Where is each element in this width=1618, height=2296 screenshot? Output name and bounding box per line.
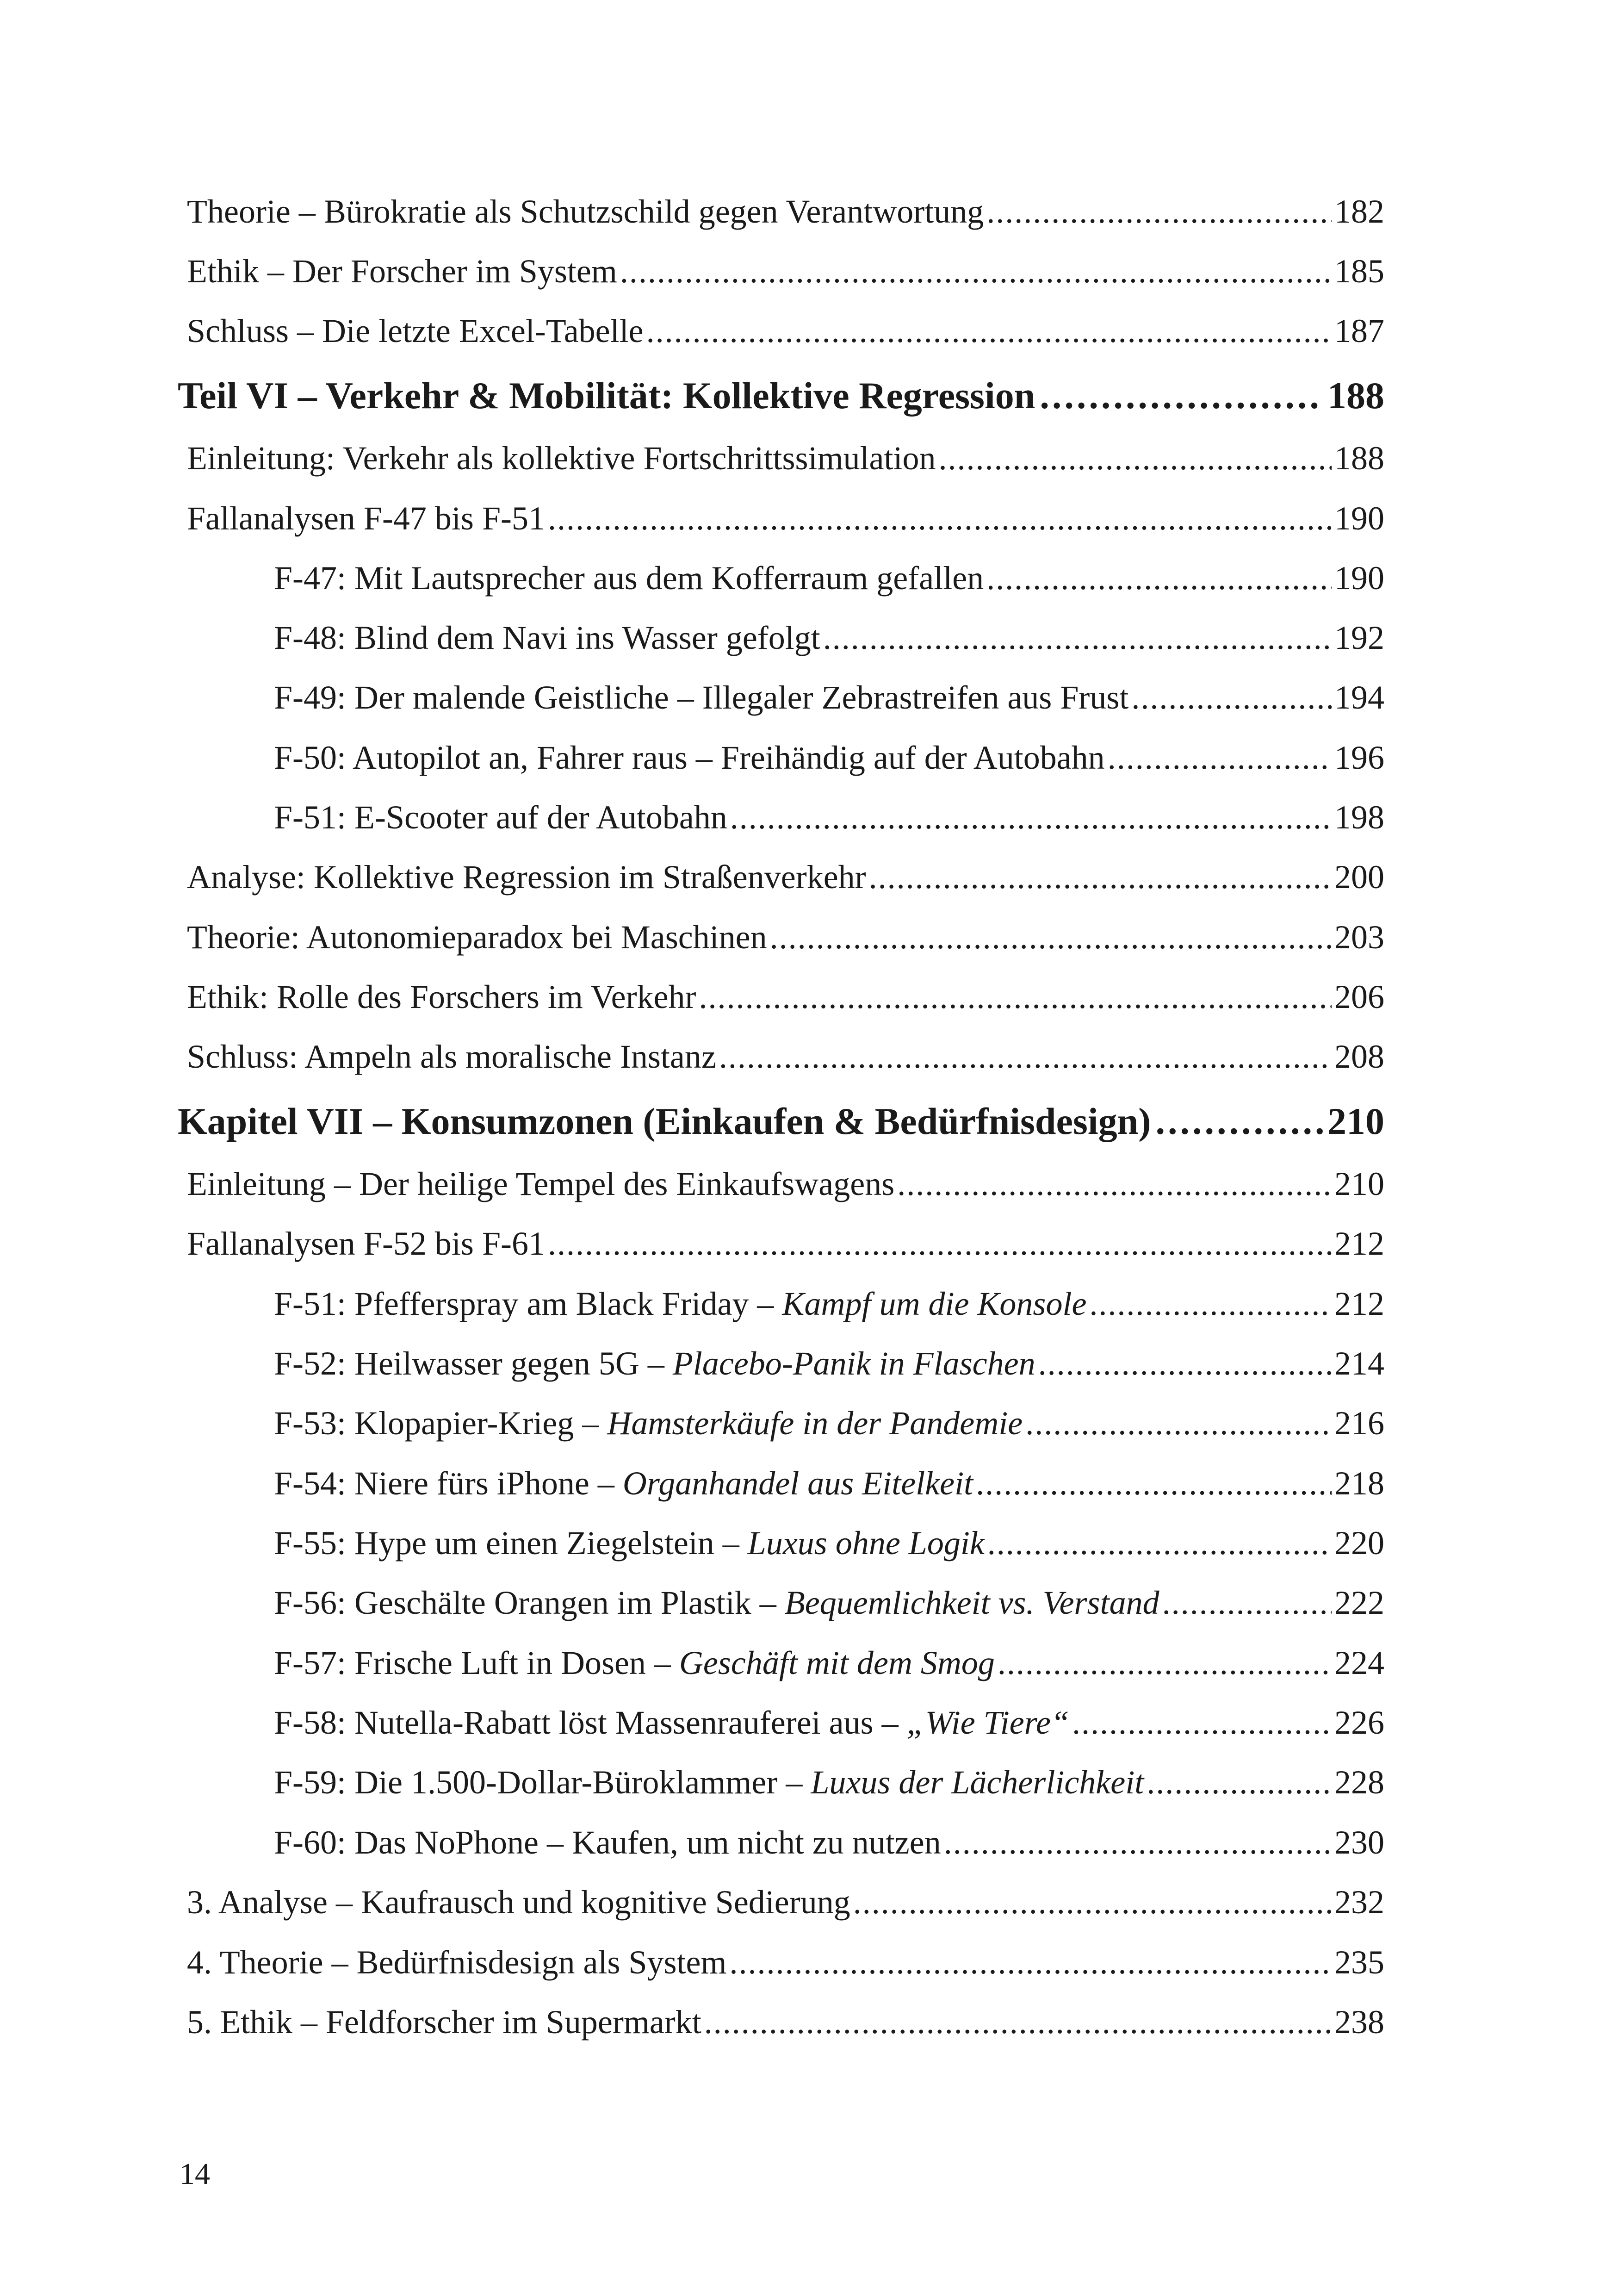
toc-entry[interactable]: [274, 559, 1384, 597]
dot-leader: [938, 439, 1332, 478]
toc-page-number: 194: [1334, 679, 1384, 716]
toc-entry[interactable]: [274, 1704, 1384, 1742]
dot-leader: [897, 1165, 1332, 1203]
dot-leader: [548, 499, 1332, 538]
toc-entry-title-text: Theorie: Autonomieparadox bei Maschinen: [187, 919, 767, 956]
toc-entry-title: [187, 1165, 894, 1203]
toc-entry-title-text: F-60: Das NoPhone – Kaufen, um nicht zu nutzen: [274, 1824, 941, 1861]
toc-entry-title-text: F-54: Niere fürs iPhone –: [274, 1465, 623, 1502]
toc-entry-title: [187, 252, 617, 291]
toc-entry-subtitle: Luxus ohne Logik: [747, 1524, 985, 1562]
dot-leader: [986, 559, 1332, 597]
toc-entry-subtitle: „Wie Tiere“: [906, 1704, 1070, 1741]
toc-entry-subtitle: Organhandel aus Eitelkeit: [622, 1465, 973, 1502]
toc-page-number: 210: [1334, 1165, 1384, 1202]
toc-entry-title-text: F-52: Heilwasser gegen 5G –: [274, 1345, 673, 1382]
dot-leader: [1038, 1344, 1332, 1383]
toc-entry-title-text: Analyse: Kollektive Regression im Straßenverkehr: [187, 859, 866, 896]
toc-entry[interactable]: [187, 1883, 1384, 1922]
toc-entry[interactable]: [187, 499, 1384, 538]
toc-page-number: 196: [1334, 739, 1384, 776]
toc-entry-title-text: 5. Ethik – Feldforscher im Supermarkt: [187, 2004, 701, 2041]
toc-entry-title-text: 4. Theorie – Bedürfnisdesign als System: [187, 1944, 727, 1981]
toc-entry-title: [274, 559, 984, 597]
toc-entry[interactable]: [187, 1165, 1384, 1203]
toc-entry-title: [187, 193, 984, 231]
toc-entry[interactable]: [274, 1285, 1384, 1323]
dot-leader: [1147, 1763, 1332, 1802]
toc-entry[interactable]: [187, 312, 1384, 350]
toc-entry-title: [187, 858, 866, 896]
toc-entry-title-text: Schluss: Ampeln als moralische Instanz: [187, 1038, 716, 1075]
toc-entry-title: [274, 1823, 941, 1862]
toc-entry-title: [187, 2003, 701, 2041]
toc-entry-title-text: 3. Analyse – Kaufrausch und kognitive Sedierung: [187, 1884, 850, 1921]
toc-entry-title: [187, 439, 936, 478]
dot-leader: [730, 1943, 1332, 1982]
dot-leader: [944, 1823, 1332, 1862]
dot-leader: [1131, 678, 1332, 717]
toc-page-number: 222: [1334, 1584, 1384, 1621]
dot-leader: [704, 2003, 1332, 2041]
toc-entry-title: [274, 1644, 995, 1682]
dot-leader: [719, 1038, 1332, 1076]
toc-page-number: 192: [1334, 619, 1384, 656]
toc-entry-subtitle: Placebo-Panik in Flaschen: [672, 1345, 1035, 1382]
toc-page-number: 182: [1334, 193, 1384, 230]
toc-entry-title: [187, 499, 545, 538]
toc-entry[interactable]: [274, 1464, 1384, 1503]
toc-entry[interactable]: [187, 439, 1384, 478]
toc-page-number: 216: [1334, 1405, 1384, 1442]
toc-page-number: 212: [1334, 1285, 1384, 1322]
toc-entry-subtitle: Hamsterkäufe in der Pandemie: [607, 1405, 1023, 1442]
toc-entry-title-text: Schluss – Die letzte Excel-Tabelle: [187, 312, 644, 349]
toc-page-number: 203: [1334, 919, 1384, 956]
toc-page-number: 210: [1327, 1100, 1384, 1142]
dot-leader: [770, 918, 1332, 957]
toc-entry-title-text: F-59: Die 1.500-Dollar-Büroklammer –: [274, 1764, 811, 1801]
toc-page-number: 238: [1334, 2004, 1384, 2041]
toc-entry[interactable]: [274, 1823, 1384, 1862]
dot-leader: [976, 1464, 1332, 1503]
toc-page-number: 214: [1334, 1345, 1384, 1382]
toc-entry-title-text: F-58: Nutella-Rabatt löst Massenrauferei aus –: [274, 1704, 907, 1741]
toc-entry[interactable]: [274, 1524, 1384, 1562]
dot-leader: [646, 312, 1332, 350]
dot-leader: [998, 1644, 1332, 1682]
toc-entry-title-text: F-56: Geschälte Orangen im Plastik –: [274, 1584, 785, 1621]
toc-entry-title: [274, 1704, 1069, 1742]
toc-entry-title-text: F-51: E-Scooter auf der Autobahn: [274, 799, 727, 836]
toc-entry-title: [187, 1225, 545, 1263]
toc-page-number: 206: [1334, 978, 1384, 1015]
toc-page-number: 188: [1334, 440, 1384, 477]
toc-entry[interactable]: [274, 1763, 1384, 1802]
toc-entry-subtitle: Luxus der Lächerlichkeit: [811, 1764, 1144, 1801]
dot-leader: [1089, 1285, 1332, 1323]
toc-section-heading[interactable]: [178, 374, 1384, 417]
toc-entry-title-text: Theorie – Bürokratie als Schutzschild gegen Verantwortung: [187, 193, 984, 230]
toc-page-number: 190: [1334, 500, 1384, 537]
toc-page-number: 230: [1334, 1824, 1384, 1861]
dot-leader: [1025, 1404, 1332, 1443]
toc-entry-title: [274, 1763, 1144, 1802]
dot-leader: [620, 252, 1332, 291]
toc-page-number: 190: [1334, 560, 1384, 597]
toc-page-number: 200: [1334, 859, 1384, 896]
toc-entry-title: [178, 1100, 1151, 1143]
toc-entry[interactable]: [274, 1404, 1384, 1443]
toc-entry-title-text: Kapitel VII – Konsumzonen (Einkaufen & Bedürfnisdesign): [178, 1100, 1151, 1142]
toc-entry-title: [274, 1464, 973, 1503]
toc-entry-title: [187, 918, 767, 957]
dot-leader: [730, 798, 1332, 837]
toc-entry-title: [274, 1344, 1035, 1383]
toc-entry[interactable]: [274, 1344, 1384, 1383]
toc-page-number: 218: [1334, 1465, 1384, 1502]
toc-entry-title: [178, 374, 1035, 417]
toc-entry[interactable]: [274, 619, 1384, 657]
toc-entry[interactable]: [274, 678, 1384, 717]
toc-entry-title: [274, 1584, 1159, 1622]
toc-entry[interactable]: [274, 1644, 1384, 1682]
dot-leader: [1072, 1704, 1332, 1742]
dot-leader: [1156, 1100, 1323, 1143]
toc-entry-title-text: F-48: Blind dem Navi ins Wasser gefolgt: [274, 619, 820, 656]
toc-entry[interactable]: [274, 1584, 1384, 1622]
toc-entry-title-text: Teil VI – Verkehr & Mobilität: Kollektive Regression: [178, 374, 1035, 417]
toc-entry-title-text: Ethik – Der Forscher im System: [187, 253, 617, 290]
dot-leader: [548, 1225, 1332, 1263]
dot-leader: [1040, 374, 1323, 417]
toc-entry[interactable]: [187, 2003, 1384, 2041]
toc-entry-title: [274, 678, 1128, 717]
toc-entry-title-text: Fallanalysen F-47 bis F-51: [187, 500, 545, 537]
dot-leader: [823, 619, 1332, 657]
toc-page-number: 185: [1334, 253, 1384, 290]
toc-entry-title: [187, 1883, 850, 1922]
toc-entry-title-text: F-49: Der malende Geistliche – Illegaler Zebrastreifen aus Frust: [274, 679, 1129, 716]
toc-page-number: 220: [1334, 1524, 1384, 1562]
toc-entry-title: [187, 312, 644, 350]
toc-entry-title-text: Fallanalysen F-52 bis F-61: [187, 1225, 545, 1262]
dot-leader: [699, 978, 1332, 1016]
toc-page-number: 235: [1334, 1944, 1384, 1981]
toc-entry-title: [187, 1943, 727, 1982]
toc-entry-title: [274, 739, 1105, 777]
toc-entry-title: [274, 798, 727, 837]
toc-page-number: 232: [1334, 1884, 1384, 1921]
dot-leader: [869, 858, 1332, 896]
toc-entry-title: [274, 619, 820, 657]
toc-entry[interactable]: [274, 739, 1384, 777]
toc-entry-title-text: F-47: Mit Lautsprecher aus dem Kofferraum gefallen: [274, 560, 984, 597]
toc-entry-title-text: Einleitung – Der heilige Tempel des Einkaufswagens: [187, 1165, 895, 1202]
page-number: 14: [180, 2157, 210, 2191]
dot-leader: [987, 1524, 1332, 1562]
toc-page-number: 224: [1334, 1644, 1384, 1681]
toc-page-number: 188: [1327, 374, 1384, 417]
toc-entry-title-text: Ethik: Rolle des Forschers im Verkehr: [187, 978, 696, 1015]
toc-entry-title: [187, 1038, 716, 1076]
dot-leader: [1162, 1584, 1332, 1622]
toc-entry[interactable]: [187, 193, 1384, 231]
dot-leader: [853, 1883, 1332, 1922]
toc-entry-title-text: F-51: Pfefferspray am Black Friday –: [274, 1285, 782, 1322]
toc-entry-subtitle: Kampf um die Konsole: [782, 1285, 1087, 1322]
toc-entry-title: [274, 1285, 1086, 1323]
toc-entry-subtitle: Bequemlichkeit vs. Verstand: [784, 1584, 1159, 1621]
toc-entry-title-text: F-50: Autopilot an, Fahrer raus – Freihändig auf der Autobahn: [274, 739, 1105, 776]
toc-entry[interactable]: [274, 798, 1384, 837]
toc-entry[interactable]: [187, 978, 1384, 1016]
toc-page-number: 187: [1334, 312, 1384, 349]
toc-entry[interactable]: [187, 1943, 1384, 1982]
toc-entry-title: [274, 1404, 1023, 1443]
toc-entry[interactable]: [187, 1038, 1384, 1076]
toc-page-number: 226: [1334, 1704, 1384, 1741]
dot-leader: [986, 193, 1332, 231]
toc-section-heading[interactable]: [178, 1100, 1384, 1143]
toc-page-number: 198: [1334, 799, 1384, 836]
toc-page-number: 212: [1334, 1225, 1384, 1262]
toc-entry[interactable]: [187, 858, 1384, 896]
toc-entry-title-text: F-53: Klopapier-Krieg –: [274, 1405, 608, 1442]
toc-entry-title: [274, 1524, 985, 1562]
toc-entry-title-text: F-57: Frische Luft in Dosen –: [274, 1644, 679, 1681]
toc-entry-subtitle: Geschäft mit dem Smog: [679, 1644, 995, 1681]
toc-entry[interactable]: [187, 918, 1384, 957]
toc-entry-title-text: F-55: Hype um einen Ziegelstein –: [274, 1524, 748, 1562]
toc-entry-title-text: Einleitung: Verkehr als kollektive Fortschrittssimulation: [187, 440, 936, 477]
toc-entry-title: [187, 978, 696, 1016]
toc-entry[interactable]: [187, 1225, 1384, 1263]
dot-leader: [1108, 739, 1332, 777]
toc-page-number: 208: [1334, 1038, 1384, 1075]
toc-entry[interactable]: [187, 252, 1384, 291]
toc-page-number: 228: [1334, 1764, 1384, 1801]
